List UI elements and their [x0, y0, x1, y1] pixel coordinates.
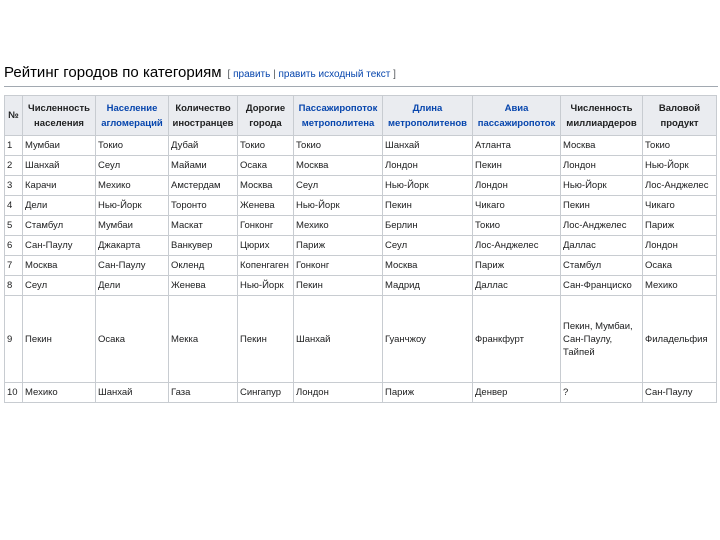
city-cell[interactable]: Гуанчжоу — [383, 296, 473, 383]
city-cell[interactable]: Пекин — [383, 196, 473, 216]
edit-link[interactable]: править — [233, 69, 271, 80]
edit-source-link[interactable]: править исходный текст — [278, 69, 391, 80]
rank-cell: 9 — [5, 296, 23, 383]
edit-bracket-close: ] — [393, 69, 396, 80]
city-cell[interactable]: Дубай — [169, 136, 238, 156]
column-header[interactable]: Авиа пассажиропоток — [473, 96, 561, 136]
rank-cell: 4 — [5, 196, 23, 216]
city-cell[interactable]: Карачи — [23, 176, 96, 196]
city-cell[interactable]: Шанхай — [23, 156, 96, 176]
table-row — [5, 296, 717, 383]
column-header: Дорогие города — [238, 96, 294, 136]
city-cell[interactable]: Париж — [473, 256, 561, 276]
city-cell[interactable]: Париж — [643, 216, 717, 236]
city-cell[interactable]: Нью-Йорк — [561, 176, 643, 196]
city-cell[interactable]: Мумбаи — [96, 216, 169, 236]
city-cell[interactable]: Москва — [23, 256, 96, 276]
city-cell[interactable]: Сеул — [383, 236, 473, 256]
city-cell[interactable]: Токио — [473, 216, 561, 236]
table-row — [5, 383, 717, 403]
city-cell[interactable]: Лос-Анджелес — [561, 216, 643, 236]
city-cell[interactable]: Шанхай — [96, 383, 169, 403]
edit-separator: | — [273, 69, 276, 80]
city-cell[interactable]: Шанхай — [294, 296, 383, 383]
city-cell[interactable]: Торонто — [169, 196, 238, 216]
city-cell[interactable]: Чикаго — [473, 196, 561, 216]
city-cell[interactable]: ? — [561, 383, 643, 403]
column-header[interactable]: Пассажиропоток метрополитена — [294, 96, 383, 136]
city-cell[interactable]: Стамбул — [561, 256, 643, 276]
city-cell[interactable]: Франкфурт — [473, 296, 561, 383]
city-cell[interactable]: Денвер — [473, 383, 561, 403]
city-cell[interactable]: Шанхай — [383, 136, 473, 156]
city-cell[interactable]: Токио — [294, 136, 383, 156]
city-cell[interactable]: Дели — [96, 276, 169, 296]
city-cell[interactable]: Гонконг — [294, 256, 383, 276]
city-cell[interactable]: Москва — [561, 136, 643, 156]
table-row — [5, 176, 717, 196]
city-cell[interactable]: Пекин — [294, 276, 383, 296]
city-cell[interactable]: Мехико — [23, 383, 96, 403]
city-cell[interactable]: Сеул — [23, 276, 96, 296]
city-cell[interactable]: Токио — [238, 136, 294, 156]
city-cell[interactable]: Лондон — [294, 383, 383, 403]
city-cell[interactable]: Даллас — [561, 236, 643, 256]
city-cell[interactable]: Гонконг — [238, 216, 294, 236]
heading-divider — [4, 86, 718, 87]
city-cell[interactable]: Женева — [238, 196, 294, 216]
edit-links — [228, 69, 396, 80]
city-cell[interactable]: Майами — [169, 156, 238, 176]
table-row — [5, 236, 717, 256]
rank-cell: 5 — [5, 216, 23, 236]
city-cell[interactable]: Пекин — [23, 296, 96, 383]
city-cell[interactable]: Лос-Анджелес — [473, 236, 561, 256]
city-cell[interactable]: Джакарта — [96, 236, 169, 256]
city-cell[interactable]: Мехико — [294, 216, 383, 236]
city-cell[interactable]: Осака — [238, 156, 294, 176]
city-cell[interactable]: Ванкувер — [169, 236, 238, 256]
city-cell[interactable]: Сан-Паулу — [96, 256, 169, 276]
rank-cell: 1 — [5, 136, 23, 156]
column-header: Численность населения — [23, 96, 96, 136]
rank-cell: 3 — [5, 176, 23, 196]
city-cell[interactable]: Окленд — [169, 256, 238, 276]
column-header: Валовой продукт — [643, 96, 717, 136]
column-header[interactable]: Длина метрополитенов — [383, 96, 473, 136]
city-cell[interactable]: Москва — [238, 176, 294, 196]
city-cell[interactable]: Нью-Йорк — [294, 196, 383, 216]
city-cell[interactable]: Сан-Паулу — [23, 236, 96, 256]
city-cell[interactable]: Лондон — [643, 236, 717, 256]
table-body — [5, 136, 717, 403]
city-cell[interactable]: Сингапур — [238, 383, 294, 403]
city-cell[interactable]: Мекка — [169, 296, 238, 383]
city-cell[interactable]: Чикаго — [643, 196, 717, 216]
city-cell[interactable]: Дели — [23, 196, 96, 216]
city-cell[interactable]: Берлин — [383, 216, 473, 236]
edit-bracket-open: [ — [227, 69, 231, 80]
city-cell[interactable]: Маскат — [169, 216, 238, 236]
city-cell[interactable]: Москва — [383, 256, 473, 276]
city-cell[interactable]: Атланта — [473, 136, 561, 156]
section-heading — [4, 64, 716, 81]
rank-cell: 6 — [5, 236, 23, 256]
city-cell[interactable]: Париж — [294, 236, 383, 256]
table-row — [5, 196, 717, 216]
column-header: № — [5, 96, 23, 136]
city-cell[interactable]: Мехико — [643, 276, 717, 296]
city-cell[interactable]: Копенгаген — [238, 256, 294, 276]
city-cell[interactable]: Мехико — [96, 176, 169, 196]
city-cell[interactable]: Москва — [294, 156, 383, 176]
city-cell[interactable]: Филадельфия — [643, 296, 717, 383]
city-cell[interactable]: Париж — [383, 383, 473, 403]
city-cell[interactable]: Пекин — [238, 296, 294, 383]
city-cell[interactable]: Сеул — [96, 156, 169, 176]
city-cell[interactable]: Мадрид — [383, 276, 473, 296]
city-cell[interactable]: Газа — [169, 383, 238, 403]
city-cell[interactable]: Лондон — [473, 176, 561, 196]
table-header-row — [5, 96, 717, 136]
city-cell[interactable]: Нью-Йорк — [643, 156, 717, 176]
city-cell[interactable]: Амстердам — [169, 176, 238, 196]
column-header: Численность миллиардеров — [561, 96, 643, 136]
city-cell[interactable]: Лос-Анджелес — [643, 176, 717, 196]
rank-cell: 10 — [5, 383, 23, 403]
city-cell[interactable]: Нью-Йорк — [96, 196, 169, 216]
column-header[interactable]: Население агломераций — [96, 96, 169, 136]
city-cell[interactable]: Пекин — [561, 196, 643, 216]
city-cell[interactable]: Пекин, Мумбаи, Сан-Паулу, Тайпей — [561, 296, 643, 383]
city-cell[interactable]: Нью-Йорк — [383, 176, 473, 196]
table-row — [5, 276, 717, 296]
city-cell[interactable]: Сеул — [294, 176, 383, 196]
column-header: Количество иностранцев — [169, 96, 238, 136]
rank-cell: 8 — [5, 276, 23, 296]
rank-cell: 2 — [5, 156, 23, 176]
table-row — [5, 216, 717, 236]
table-row — [5, 156, 717, 176]
city-cell[interactable]: Даллас — [473, 276, 561, 296]
city-cell[interactable]: Стамбул — [23, 216, 96, 236]
rank-cell: 7 — [5, 256, 23, 276]
table-row — [5, 256, 717, 276]
city-cell[interactable]: Пекин — [473, 156, 561, 176]
city-cell[interactable]: Осака — [96, 296, 169, 383]
city-cell[interactable]: Нью-Йорк — [238, 276, 294, 296]
city-cell[interactable]: Лондон — [561, 156, 643, 176]
city-cell[interactable]: Сан-Франциско — [561, 276, 643, 296]
table-row — [5, 136, 717, 156]
city-rating-table — [4, 95, 717, 403]
section-title: Рейтинг городов по категориям — [4, 64, 222, 81]
city-cell[interactable]: Токио — [96, 136, 169, 156]
city-cell[interactable]: Цюрих — [238, 236, 294, 256]
city-cell[interactable]: Мумбаи — [23, 136, 96, 156]
city-cell[interactable]: Сан-Паулу — [643, 383, 717, 403]
city-cell[interactable]: Токио — [643, 136, 717, 156]
city-cell[interactable]: Осака — [643, 256, 717, 276]
city-cell[interactable]: Женева — [169, 276, 238, 296]
city-cell[interactable]: Лондон — [383, 156, 473, 176]
